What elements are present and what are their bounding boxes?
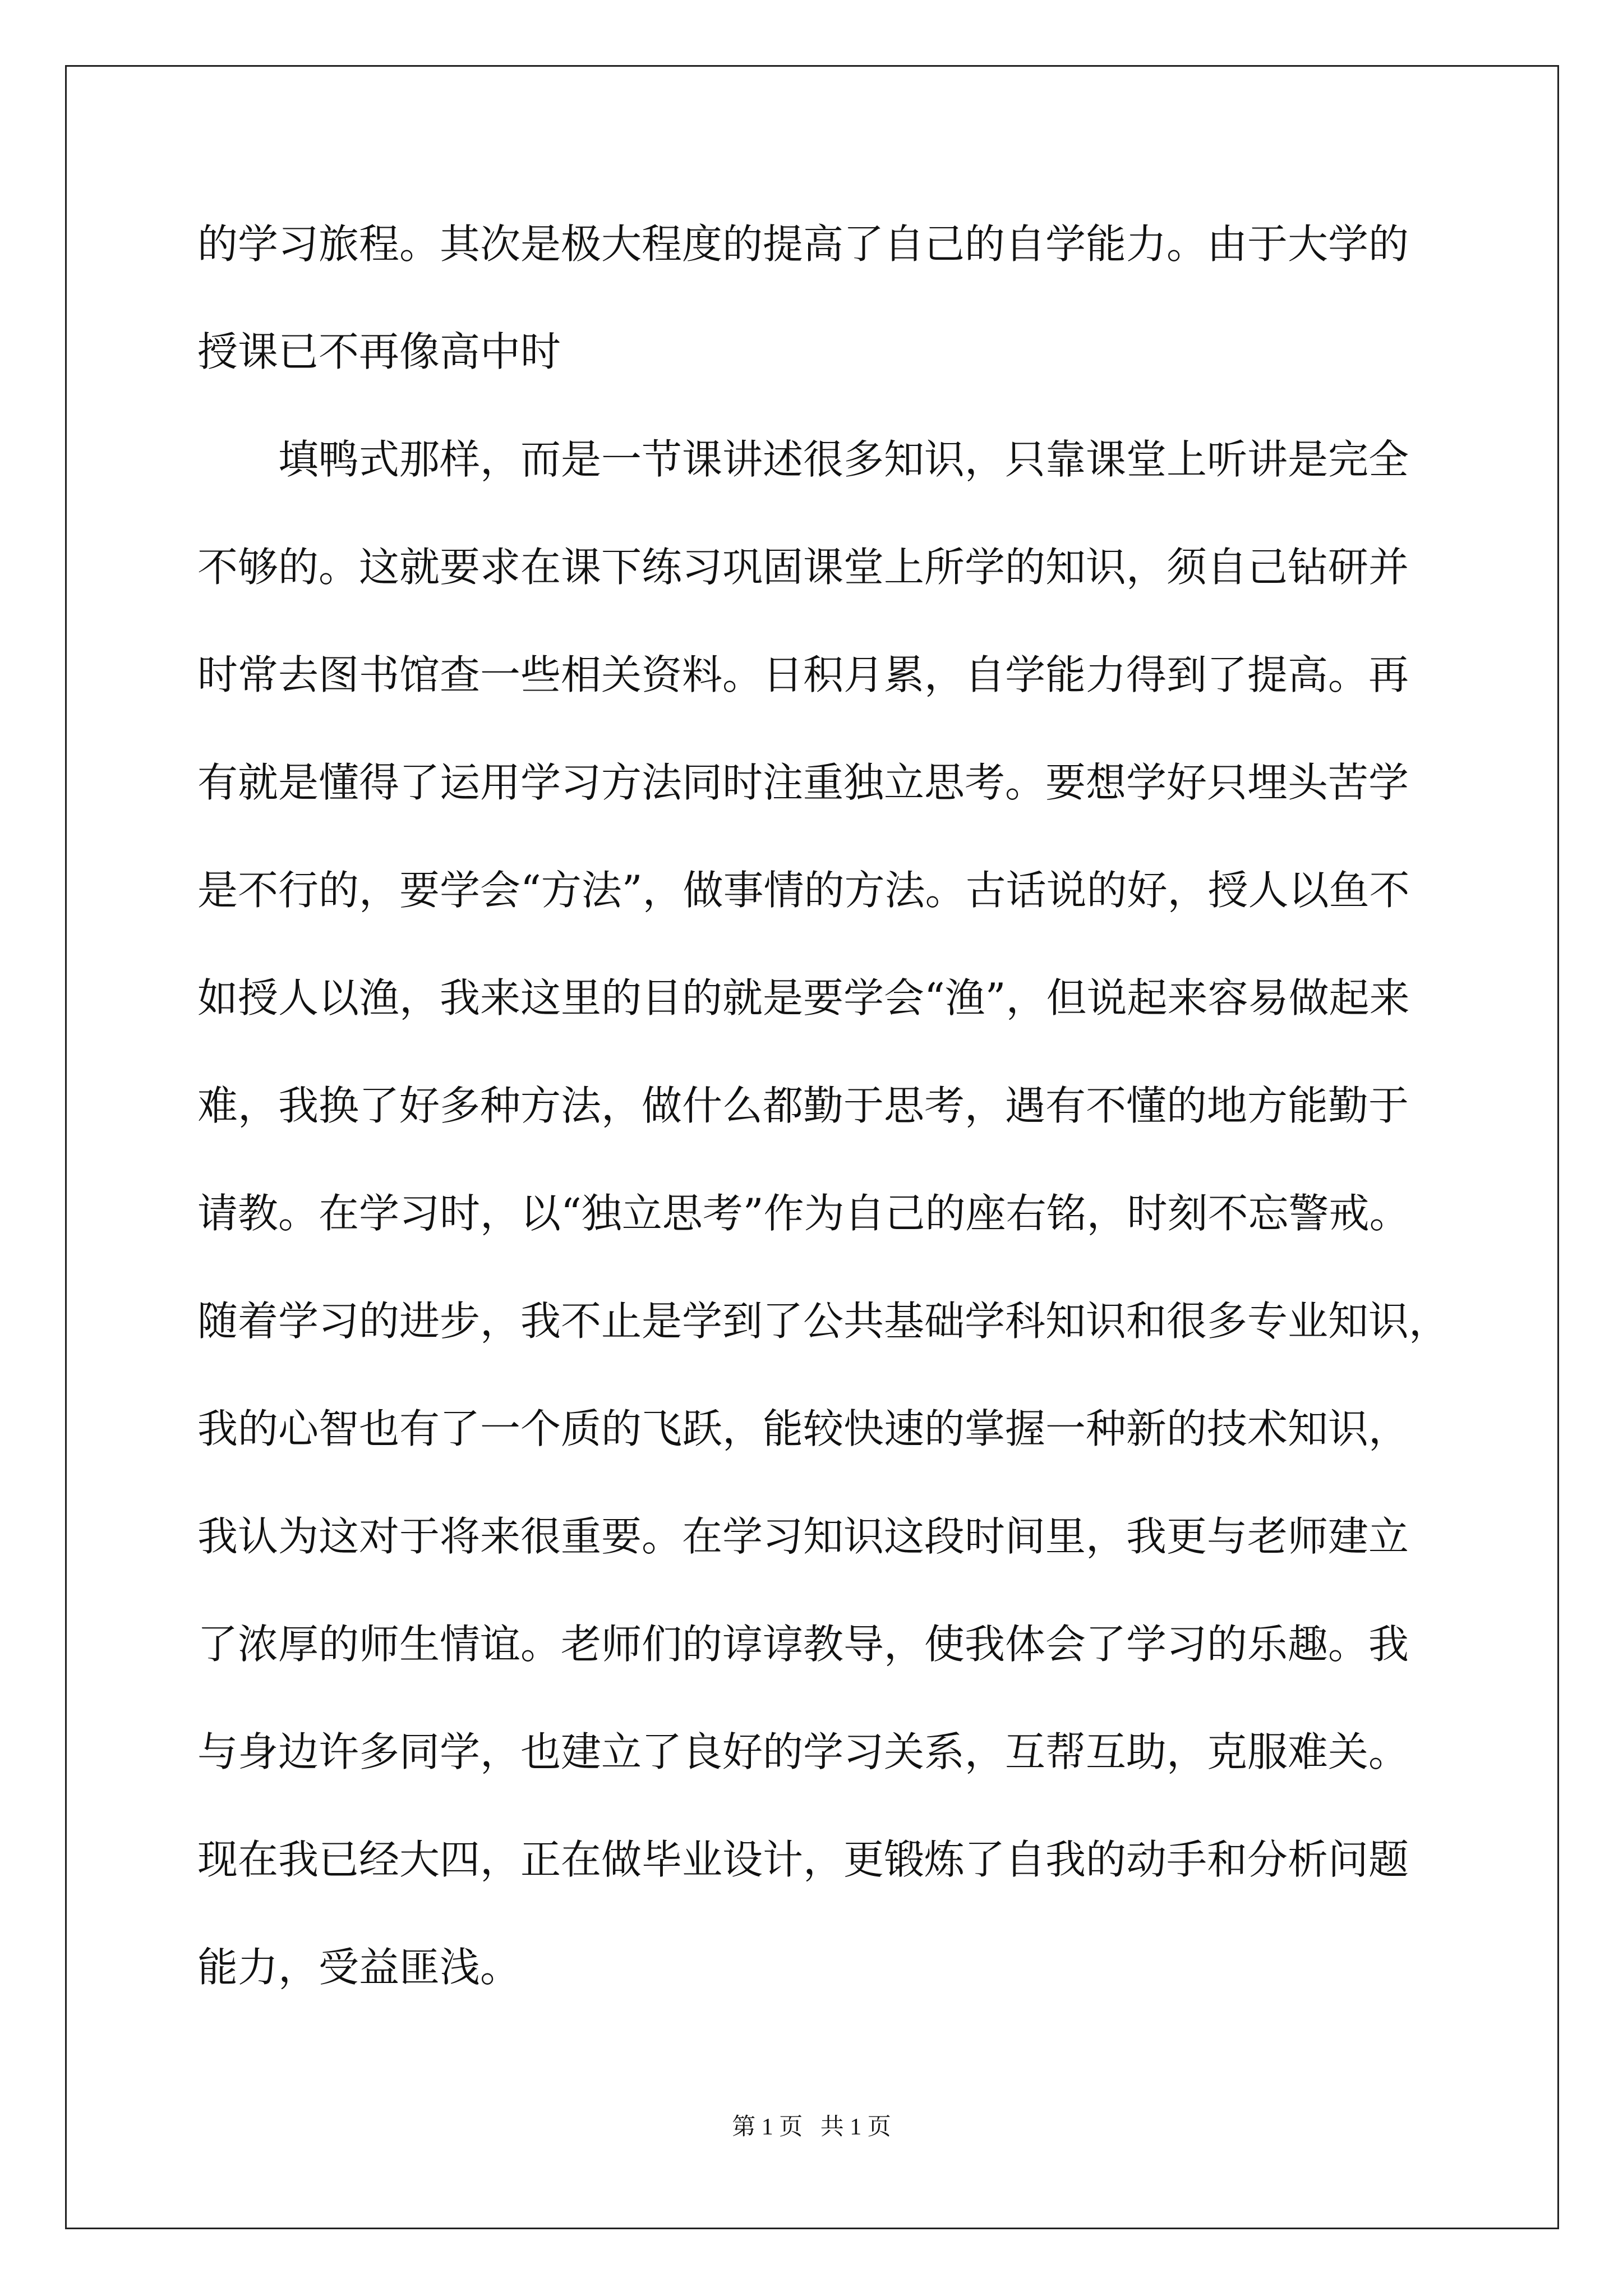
- text-line: 如授人以渔，我来这里的目的就是要学会“渔”，但说起来容易做起来: [197, 974, 1410, 1022]
- text-line: 授课已不再像高中时: [197, 328, 561, 375]
- text-line: 的学习旅程。其次是极大程度的提高了自己的自学能力。由于大学的: [197, 220, 1409, 268]
- text-line: 不够的。这就要求在课下练习巩固课堂上所学的知识，须自己钻研并: [197, 544, 1409, 591]
- text-line: 是不行的，要学会“方法”，做事情的方法。古话说的好，授人以鱼不: [197, 867, 1410, 914]
- text-line: 时常去图书馆查一些相关资料。日积月累，自学能力得到了提高。再: [197, 651, 1409, 698]
- page-number-footer: 第 1 页 共 1 页: [732, 2114, 891, 2140]
- text-line: 现在我已经大四，正在做毕业设计，更锻炼了自我的动手和分析问题: [197, 1836, 1409, 1883]
- text-line: 了浓厚的师生情谊。老师们的谆谆教导，使我体会了学习的乐趣。我: [197, 1621, 1409, 1668]
- text-line: 与身边许多同学，也建立了良好的学习关系，互帮互助，克服难关。: [197, 1728, 1409, 1775]
- document-body: [197, 210, 1450, 2041]
- text-line: 能力，受益匪浅。: [197, 1944, 521, 1991]
- text-line: 有就是懂得了运用学习方法同时注重独立思考。要想学好只埋头苦学: [197, 759, 1409, 806]
- text-line: 我的心智也有了一个质的飞跃，能较快速的掌握一种新的技术知识，: [197, 1405, 1409, 1452]
- text-line: 填鸭式那样，而是一节课讲述很多知识，只靠课堂上听讲是完全: [278, 436, 1409, 483]
- text-line: 我认为这对于将来很重要。在学习知识这段时间里，我更与老师建立: [197, 1513, 1409, 1560]
- text-line: 难，我换了好多种方法，做什么都勤于思考，遇有不懂的地方能勤于: [197, 1082, 1409, 1129]
- text-line: 请教。在学习时，以“独立思考”作为自己的座右铭，时刻不忘警戒。: [197, 1190, 1410, 1237]
- text-line: 随着学习的进步，我不止是学到了公共基础学科知识和很多专业知识，: [197, 1297, 1450, 1345]
